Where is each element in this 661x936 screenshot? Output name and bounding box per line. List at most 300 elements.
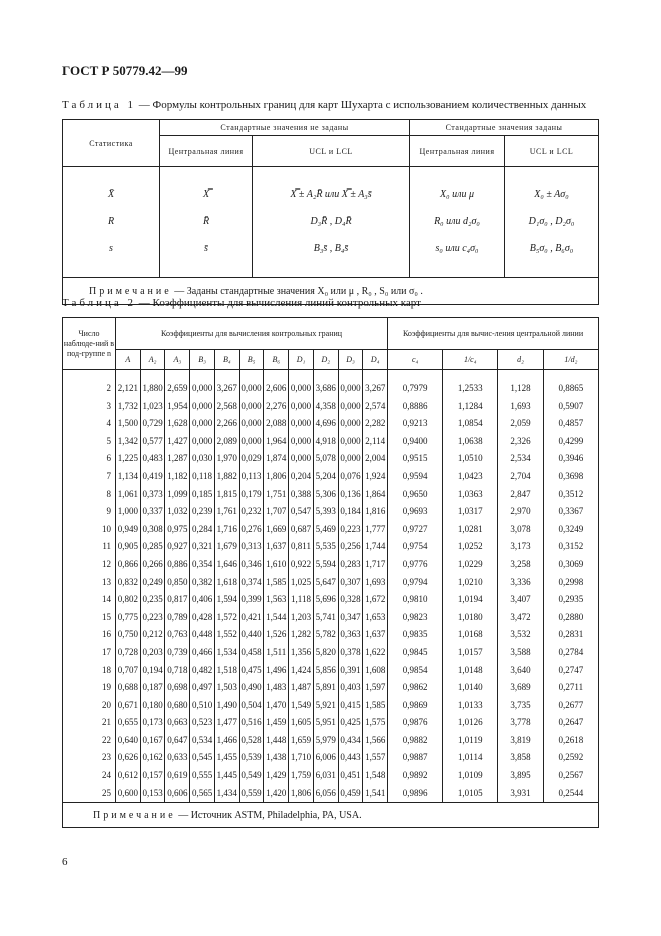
table-cell: 0,8886 <box>388 398 443 416</box>
table-cell: 6,006 <box>313 749 338 767</box>
table-cell: 3,267 <box>363 380 388 398</box>
table-cell: 2,276 <box>264 398 289 416</box>
table1-value: s̄ <box>204 243 208 254</box>
table-cell: 0,832 <box>116 574 141 592</box>
table-cell: 1,448 <box>264 732 289 750</box>
row-n: 25 <box>63 785 116 803</box>
table-cell: 0,9650 <box>388 486 443 504</box>
table1-value: R₀ или d₂σ₀ <box>434 216 480 227</box>
table-cell: 1,0157 <box>443 644 498 662</box>
table-cell: 1,503 <box>214 679 239 697</box>
table-cell: 0,458 <box>239 644 264 662</box>
table1-cell-limits <box>253 167 410 278</box>
table-cell: 1,761 <box>214 503 239 521</box>
row-n: 6 <box>63 450 116 468</box>
table-cell: 1,777 <box>363 521 388 539</box>
table-cell: 0,577 <box>140 433 165 451</box>
table-cell: 0,9727 <box>388 521 443 539</box>
table-cell: 3,931 <box>498 785 543 803</box>
table-cell: 5,856 <box>313 662 338 680</box>
table-row <box>63 626 599 644</box>
table-cell: 0,3152 <box>543 538 598 556</box>
table-cell: 1,0126 <box>443 714 498 732</box>
table-cell: 0,421 <box>239 609 264 627</box>
row-n: 2 <box>63 380 116 398</box>
table-cell: 1,608 <box>363 662 388 680</box>
row-n: 14 <box>63 591 116 609</box>
table-cell: 0,313 <box>239 538 264 556</box>
table-cell: 3,588 <box>498 644 543 662</box>
table-cell: 0,789 <box>165 609 190 627</box>
table2-spacer-cell <box>140 370 165 381</box>
table-cell: 0,728 <box>116 644 141 662</box>
table-row <box>63 714 599 732</box>
table-cell: 2,114 <box>363 433 388 451</box>
table-cell: 0,249 <box>140 574 165 592</box>
table-cell: 1,500 <box>116 415 141 433</box>
table-cell: 0,4299 <box>543 433 598 451</box>
table1-caption <box>62 99 586 111</box>
table-cell: 0,534 <box>190 732 215 750</box>
table-cell: 1,1284 <box>443 398 498 416</box>
table-cell: 1,806 <box>289 785 314 803</box>
table-cell: 1,511 <box>264 644 289 662</box>
table2-spacer-cell <box>543 370 598 381</box>
table-cell: 1,134 <box>116 468 141 486</box>
table-cell: 1,0114 <box>443 749 498 767</box>
table-cell: 1,880 <box>140 380 165 398</box>
row-n: 10 <box>63 521 116 539</box>
table-row <box>63 662 599 680</box>
table-cell: 0,448 <box>190 626 215 644</box>
table-cell: 1,628 <box>165 415 190 433</box>
table1-note-label: Примечание <box>89 285 172 297</box>
table-cell: 0,415 <box>338 697 363 715</box>
table-cell: 1,716 <box>214 521 239 539</box>
table-cell: 0,443 <box>338 749 363 767</box>
table1-cell-limits-set <box>505 167 599 278</box>
table-cell: 0,523 <box>190 714 215 732</box>
row-n: 22 <box>63 732 116 750</box>
table2-subheader: 1/d₂ <box>543 350 598 370</box>
table-cell: 5,469 <box>313 521 338 539</box>
table-cell: 1,099 <box>165 486 190 504</box>
table-cell: 0,475 <box>239 662 264 680</box>
table-cell: 0,000 <box>338 398 363 416</box>
table-cell: 0,516 <box>239 714 264 732</box>
table-cell: 1,496 <box>264 662 289 680</box>
table-cell: 0,3698 <box>543 468 598 486</box>
table-cell: 1,182 <box>165 468 190 486</box>
table-row <box>63 398 599 416</box>
table-cell: 0,2784 <box>543 644 598 662</box>
table-cell: 1,637 <box>363 626 388 644</box>
table-cell: 1,566 <box>363 732 388 750</box>
table-cell: 0,483 <box>140 450 165 468</box>
table-row <box>63 574 599 592</box>
table-cell: 0,363 <box>338 626 363 644</box>
table-cell: 0,000 <box>289 398 314 416</box>
table-cell: 0,9854 <box>388 662 443 680</box>
table-cell: 5,782 <box>313 626 338 644</box>
table2-subheader: B₅ <box>239 350 264 370</box>
table-cell: 1,585 <box>363 697 388 715</box>
table-cell: 0,606 <box>165 785 190 803</box>
table-cell: 5,921 <box>313 697 338 715</box>
table-cell: 0,308 <box>140 521 165 539</box>
table-cell: 0,419 <box>140 468 165 486</box>
table-cell: 0,707 <box>116 662 141 680</box>
table-cell: 1,490 <box>214 697 239 715</box>
table-cell: 1,0133 <box>443 697 498 715</box>
table-cell: 0,184 <box>338 503 363 521</box>
table-cell: 1,434 <box>214 785 239 803</box>
table-cell: 1,128 <box>498 380 543 398</box>
table2-subheader: D₄ <box>363 350 388 370</box>
table-cell: 3,336 <box>498 574 543 592</box>
table2-spacer-cell <box>498 370 543 381</box>
table-cell: 1,203 <box>289 609 314 627</box>
table-cell: 1,864 <box>363 486 388 504</box>
table-cell: 0,000 <box>338 380 363 398</box>
table-cell: 0,434 <box>338 732 363 750</box>
table-cell: 1,594 <box>214 591 239 609</box>
table-cell: 1,487 <box>289 679 314 697</box>
row-n: 4 <box>63 415 116 433</box>
table-cell: 5,306 <box>313 486 338 504</box>
table-cell: 1,659 <box>289 732 314 750</box>
table2-spacer-cell <box>116 370 141 381</box>
table-cell: 0,482 <box>190 662 215 680</box>
table-cell: 1,420 <box>264 785 289 803</box>
table2-caption <box>62 297 421 309</box>
table-cell: 3,858 <box>498 749 543 767</box>
table-cell: 0,750 <box>116 626 141 644</box>
table-cell: 0,802 <box>116 591 141 609</box>
table1-value: X̿ ± A₂R̄ или X̿ ± A₃s̄ <box>290 189 372 200</box>
row-n: 21 <box>63 714 116 732</box>
table-cell: 0,000 <box>289 450 314 468</box>
table-cell: 3,407 <box>498 591 543 609</box>
table-cell: 2,574 <box>363 398 388 416</box>
table-cell: 2,970 <box>498 503 543 521</box>
table2-group-limits: Коэффициенты для вычисления контрольных границ <box>116 318 388 350</box>
table-cell: 1,954 <box>165 398 190 416</box>
table-cell: 5,647 <box>313 574 338 592</box>
table2-spacer-cell <box>63 370 116 381</box>
table-cell: 3,472 <box>498 609 543 627</box>
table-cell: 0,3249 <box>543 521 598 539</box>
table-cell: 0,688 <box>116 679 141 697</box>
table-cell: 1,0510 <box>443 450 498 468</box>
table-cell: 1,669 <box>264 521 289 539</box>
table-cell: 0,555 <box>190 767 215 785</box>
table-cell: 0,406 <box>190 591 215 609</box>
table-cell: 2,089 <box>214 433 239 451</box>
table1-note-text: — Заданы стандартные значения X₀ или μ , R₀ , S₀ или σ₀ . <box>174 285 423 297</box>
table-cell: 0,000 <box>190 433 215 451</box>
table-cell: 3,689 <box>498 679 543 697</box>
table-cell: 0,328 <box>338 591 363 609</box>
table-cell: 0,2567 <box>543 767 598 785</box>
table-cell: 1,0105 <box>443 785 498 803</box>
table-cell: 0,459 <box>338 785 363 803</box>
table-cell: 0,547 <box>289 503 314 521</box>
table2-subheader: B₃ <box>190 350 215 370</box>
table-cell: 0,698 <box>165 679 190 697</box>
table-cell: 1,816 <box>363 503 388 521</box>
table-cell: 0,763 <box>165 626 190 644</box>
table-cell: 1,744 <box>363 538 388 556</box>
table-cell: 0,9876 <box>388 714 443 732</box>
table-cell: 1,815 <box>214 486 239 504</box>
table-cell: 0,718 <box>165 662 190 680</box>
table2-spacer-cell <box>165 370 190 381</box>
table-cell: 0,403 <box>338 679 363 697</box>
table2-spacer-cell <box>264 370 289 381</box>
table-cell: 0,307 <box>338 574 363 592</box>
table1-value: R <box>107 216 115 227</box>
table2-spacer-cell <box>443 370 498 381</box>
table-cell: 0,528 <box>239 732 264 750</box>
table-cell: 6,056 <box>313 785 338 803</box>
table1-value: R̄ <box>202 216 210 227</box>
table-cell: 0,626 <box>116 749 141 767</box>
table-cell: 0,811 <box>289 538 314 556</box>
table-cell: 1,0210 <box>443 574 498 592</box>
table-row <box>63 644 599 662</box>
table-cell: 0,382 <box>190 574 215 592</box>
table-cell: 0,179 <box>239 486 264 504</box>
table-cell: 0,9594 <box>388 468 443 486</box>
table-cell: 1,751 <box>264 486 289 504</box>
table-cell: 0,817 <box>165 591 190 609</box>
table-cell: 1,0109 <box>443 767 498 785</box>
table-cell: 1,459 <box>264 714 289 732</box>
table-cell: 1,424 <box>289 662 314 680</box>
table-cell: 0,239 <box>190 503 215 521</box>
table1-value: X̿ <box>202 189 210 200</box>
table2-subheader: c₄ <box>388 350 443 370</box>
table-cell: 0,2998 <box>543 574 598 592</box>
table-cell: 0,9776 <box>388 556 443 574</box>
table-cell: 0,2880 <box>543 609 598 627</box>
table-row <box>63 521 599 539</box>
row-n: 20 <box>63 697 116 715</box>
table-cell: 1,445 <box>214 767 239 785</box>
table-cell: 1,438 <box>264 749 289 767</box>
table-cell: 1,693 <box>498 398 543 416</box>
table1-caption-text: — Формулы контрольных границ для карт Шухарта с использованием количественных данных <box>138 99 587 111</box>
table-cell: 1,622 <box>363 644 388 662</box>
table-cell: 1,0252 <box>443 538 498 556</box>
table-cell: 3,819 <box>498 732 543 750</box>
table-row <box>63 749 599 767</box>
table-cell: 0,9887 <box>388 749 443 767</box>
table-cell: 0,9693 <box>388 503 443 521</box>
table-cell: 0,927 <box>165 538 190 556</box>
table-cell: 5,696 <box>313 591 338 609</box>
table-row <box>63 609 599 627</box>
table-cell: 0,9794 <box>388 574 443 592</box>
table-cell: 0,266 <box>140 556 165 574</box>
table2-subheader: D₂ <box>313 350 338 370</box>
document-header: ГОСТ Р 50779.42—99 <box>62 63 188 78</box>
table2 <box>62 317 599 828</box>
table-cell: 3,267 <box>214 380 239 398</box>
table-row <box>63 697 599 715</box>
table-row <box>63 538 599 556</box>
table2-subheader: 1/c₄ <box>443 350 498 370</box>
table-cell: 1,637 <box>264 538 289 556</box>
table-cell: 0,000 <box>239 398 264 416</box>
table-cell: 0,167 <box>140 732 165 750</box>
table-cell: 0,000 <box>190 380 215 398</box>
page-number: 6 <box>62 856 68 868</box>
table-row <box>63 503 599 521</box>
row-n: 3 <box>63 398 116 416</box>
table-cell: 0,2831 <box>543 626 598 644</box>
table-cell: 1,0119 <box>443 732 498 750</box>
table-cell: 0,2677 <box>543 697 598 715</box>
table-cell: 0,276 <box>239 521 264 539</box>
table-cell: 1,610 <box>264 556 289 574</box>
table-cell: 0,619 <box>165 767 190 785</box>
table1-value: D₃R̄ , D₄R̄ <box>310 216 352 227</box>
table-cell: 0,374 <box>239 574 264 592</box>
table-cell: 1,0317 <box>443 503 498 521</box>
table-cell: 0,030 <box>190 450 215 468</box>
table-cell: 1,679 <box>214 538 239 556</box>
table-cell: 1,518 <box>214 662 239 680</box>
table1-value: B₃s̄ , B₄s̄ <box>313 243 349 254</box>
table-cell: 0,440 <box>239 626 264 644</box>
table-cell: 1,225 <box>116 450 141 468</box>
table-cell: 1,618 <box>214 574 239 592</box>
table-cell: 0,000 <box>239 433 264 451</box>
table-cell: 1,483 <box>264 679 289 697</box>
table-cell: 3,778 <box>498 714 543 732</box>
table-cell: 0,285 <box>140 538 165 556</box>
table-cell: 0,612 <box>116 767 141 785</box>
table-cell: 1,534 <box>214 644 239 662</box>
table-cell: 0,113 <box>239 468 264 486</box>
table-cell: 1,000 <box>116 503 141 521</box>
table-cell: 0,549 <box>239 767 264 785</box>
table2-spacer-cell <box>313 370 338 381</box>
table1-value: X̄ <box>107 189 115 200</box>
table-cell: 0,321 <box>190 538 215 556</box>
table-cell: 5,078 <box>313 450 338 468</box>
table-cell: 0,886 <box>165 556 190 574</box>
table-cell: 0,9835 <box>388 626 443 644</box>
table-cell: 0,866 <box>116 556 141 574</box>
table-cell: 1,0281 <box>443 521 498 539</box>
table-row <box>63 380 599 398</box>
table-cell: 1,2533 <box>443 380 498 398</box>
table-cell: 0,076 <box>338 468 363 486</box>
table-cell: 0,029 <box>239 450 264 468</box>
table-row <box>63 415 599 433</box>
table-cell: 0,559 <box>239 785 264 803</box>
table-cell: 2,534 <box>498 450 543 468</box>
table-cell: 0,2592 <box>543 749 598 767</box>
table-cell: 0,347 <box>338 609 363 627</box>
table1-value: s <box>109 243 113 254</box>
table2-group-central: Коэффициенты для вычис-ления центральной линии <box>388 318 599 350</box>
table-cell: 1,0229 <box>443 556 498 574</box>
row-n: 7 <box>63 468 116 486</box>
table-cell: 1,470 <box>264 697 289 715</box>
table-row <box>63 556 599 574</box>
table1-value: X₀ ± Aσ₀ <box>534 189 569 200</box>
table-cell: 3,735 <box>498 697 543 715</box>
row-n: 17 <box>63 644 116 662</box>
table-cell: 3,640 <box>498 662 543 680</box>
table2-subheader: A₃ <box>165 350 190 370</box>
table2-spacer-cell <box>338 370 363 381</box>
table-cell: 0,9892 <box>388 767 443 785</box>
table-cell: 1,548 <box>363 767 388 785</box>
row-n: 8 <box>63 486 116 504</box>
table-cell: 2,266 <box>214 415 239 433</box>
table-cell: 0,600 <box>116 785 141 803</box>
table1-value: D₁σ₀ , D₂σ₀ <box>528 216 575 227</box>
table2-subheader: d₂ <box>498 350 543 370</box>
table-cell: 0,905 <box>116 538 141 556</box>
table-cell: 1,032 <box>165 503 190 521</box>
table2-note-label: Примечание <box>93 809 176 821</box>
table-cell: 5,204 <box>313 468 338 486</box>
table-cell: 0,9754 <box>388 538 443 556</box>
table-cell: 0,2618 <box>543 732 598 750</box>
table-cell: 4,918 <box>313 433 338 451</box>
table-cell: 1,0180 <box>443 609 498 627</box>
table-row <box>63 732 599 750</box>
table-cell: 0,232 <box>239 503 264 521</box>
row-n: 12 <box>63 556 116 574</box>
table-cell: 1,874 <box>264 450 289 468</box>
table-cell: 1,118 <box>289 591 314 609</box>
table-cell: 0,373 <box>140 486 165 504</box>
table1-value: X₀ или μ <box>440 189 474 200</box>
table-cell: 0,680 <box>165 697 190 715</box>
table-cell: 1,477 <box>214 714 239 732</box>
table-row <box>63 468 599 486</box>
table-cell: 0,9810 <box>388 591 443 609</box>
table-cell: 0,9213 <box>388 415 443 433</box>
table-cell: 0,284 <box>190 521 215 539</box>
table-cell: 0,204 <box>289 468 314 486</box>
table-cell: 2,704 <box>498 468 543 486</box>
table-row <box>63 679 599 697</box>
table-cell: 3,686 <box>313 380 338 398</box>
table2-spacer-cell <box>388 370 443 381</box>
table-cell: 0,687 <box>289 521 314 539</box>
table-cell: 0,000 <box>289 380 314 398</box>
table-cell: 1,023 <box>140 398 165 416</box>
table-cell: 0,256 <box>338 538 363 556</box>
table-cell: 0,565 <box>190 785 215 803</box>
table-cell: 1,585 <box>264 574 289 592</box>
row-n: 11 <box>63 538 116 556</box>
table-cell: 3,173 <box>498 538 543 556</box>
table-cell: 0,2544 <box>543 785 598 803</box>
table-cell: 0,975 <box>165 521 190 539</box>
table2-spacer-cell <box>239 370 264 381</box>
table-cell: 1,693 <box>363 574 388 592</box>
table-cell: 1,0168 <box>443 626 498 644</box>
